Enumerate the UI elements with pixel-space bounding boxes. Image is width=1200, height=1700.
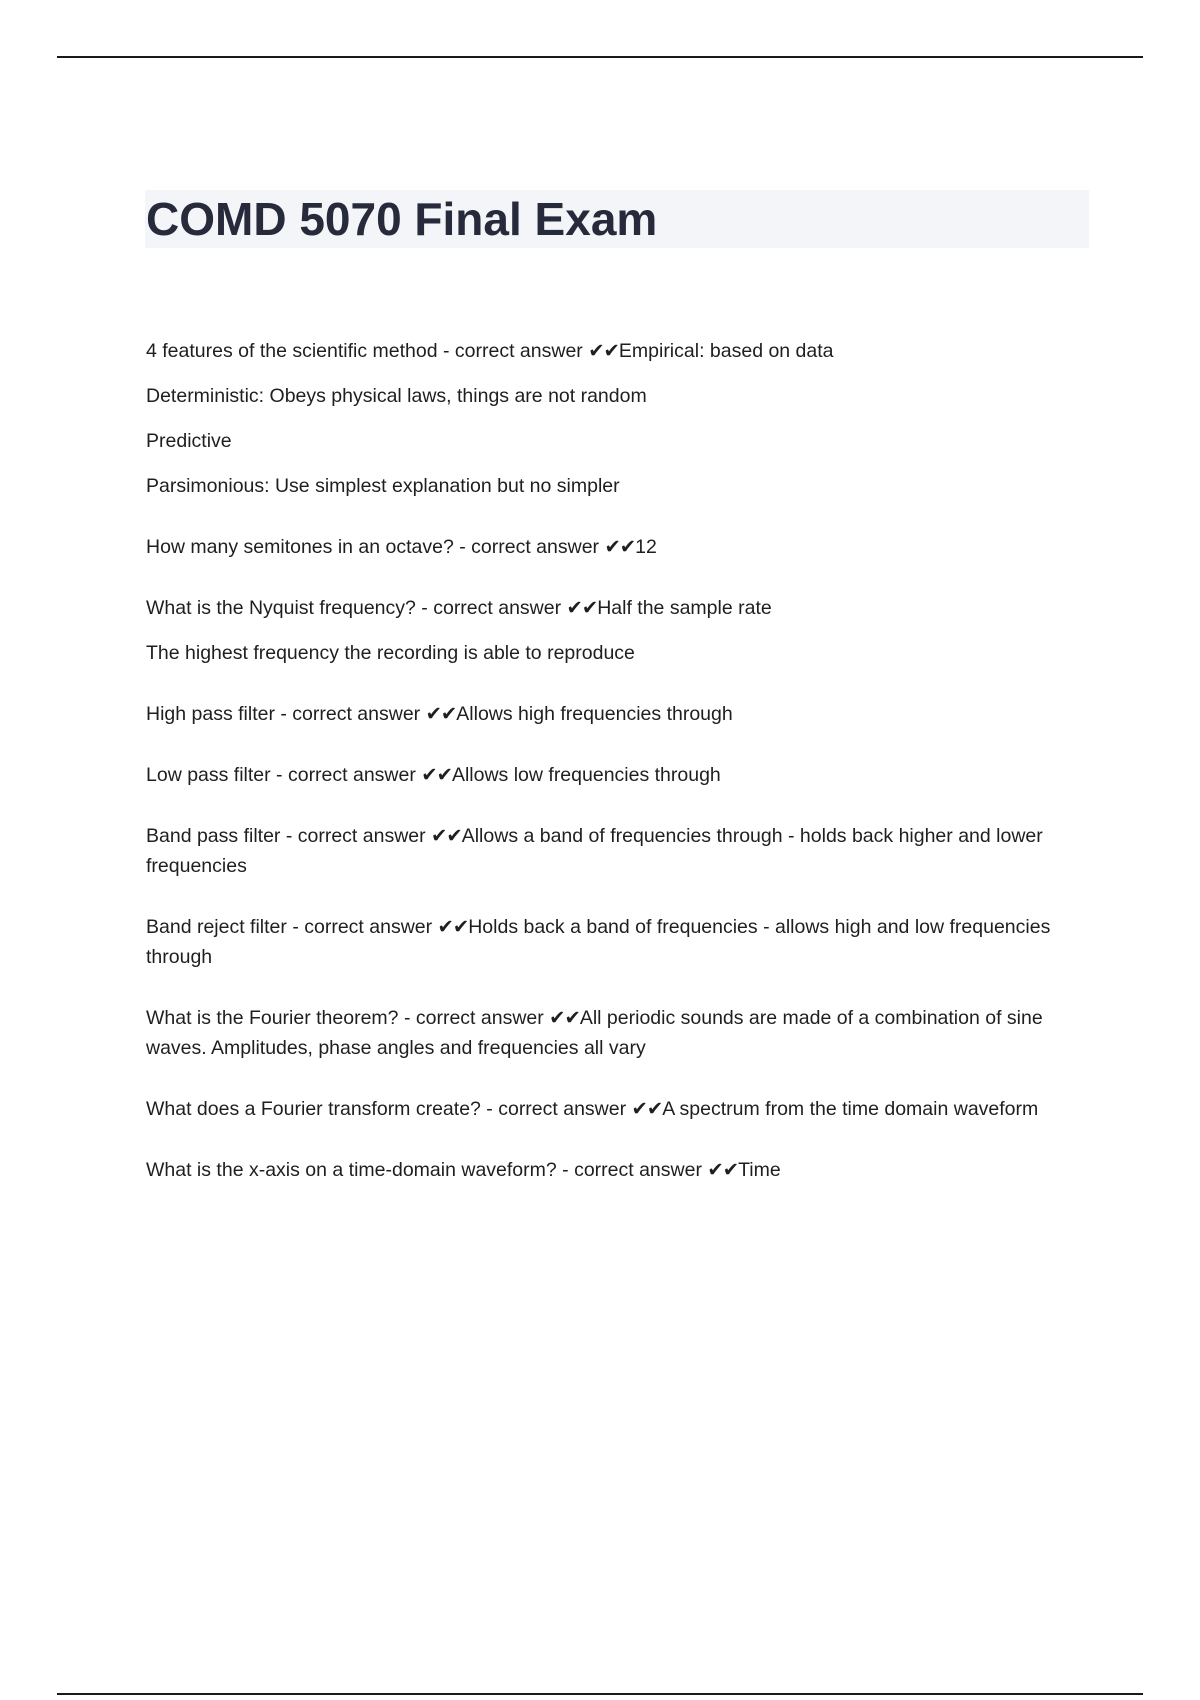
page-title: COMD 5070 Final Exam: [146, 193, 658, 245]
header-rule: [57, 56, 1143, 58]
question-text: Band pass filter: [146, 825, 281, 847]
qa-item: [146, 593, 1091, 668]
qa-item: [146, 336, 1091, 501]
checkmark-icon: ✔✔: [425, 703, 457, 725]
qa-line: [146, 760, 1091, 790]
qa-list: [146, 336, 1091, 1216]
checkmark-icon: ✔✔: [549, 1007, 580, 1029]
answer-text: Allows low frequencies through: [451, 764, 721, 786]
answer-continuation: The highest frequency the recording is able to reproduce: [146, 642, 635, 664]
footer-rule: [57, 1693, 1143, 1695]
correct-answer-label: - correct answer: [280, 825, 432, 847]
answer-text: Empirical: based on data: [618, 340, 834, 362]
qa-item: [146, 912, 1091, 972]
correct-answer-label: - correct answer: [274, 703, 426, 725]
qa-line: [146, 336, 1091, 366]
answer-text: 12: [635, 536, 657, 558]
question-text: 4 features of the scientific method: [146, 340, 438, 362]
answer-text: Holds back a band of frequencies - allows high and low frequencies through: [146, 916, 1051, 968]
checkmark-icon: ✔✔: [631, 1098, 663, 1120]
answer-text: Time: [738, 1159, 781, 1181]
answer-continuation: Parsimonious: Use simplest explanation but no simpler: [146, 475, 620, 497]
checkmark-icon: ✔✔: [566, 597, 598, 619]
qa-item: [146, 1094, 1091, 1124]
qa-item: [146, 532, 1091, 562]
qa-line: [146, 1155, 1091, 1185]
qa-line: [146, 699, 1091, 729]
question-text: What is the x-axis on a time-domain waveform?: [146, 1159, 557, 1181]
question-text: What does a Fourier transform create?: [146, 1098, 481, 1120]
question-text: What is the Nyquist frequency?: [146, 597, 416, 619]
question-text: What is the Fourier theorem?: [146, 1007, 399, 1029]
correct-answer-label: - correct answer: [270, 764, 422, 786]
question-text: How many semitones in an octave?: [146, 536, 454, 558]
qa-item: [146, 1155, 1091, 1185]
qa-line: [146, 1003, 1091, 1063]
question-text: Band reject filter: [146, 916, 287, 938]
checkmark-icon: ✔✔: [421, 764, 452, 786]
qa-item: [146, 1003, 1091, 1063]
answer-text: Allows high frequencies through: [456, 703, 733, 725]
correct-answer-label: - correct answer: [437, 340, 589, 362]
question-text: High pass filter: [146, 703, 275, 725]
question-text: Low pass filter: [146, 764, 271, 786]
correct-answer-label: - correct answer: [286, 916, 438, 938]
correct-answer-label: - correct answer: [398, 1007, 550, 1029]
answer-text: Allows a band of frequencies through - holds back higher and lower frequencies: [146, 825, 1043, 877]
correct-answer-label: - correct answer: [453, 536, 605, 558]
answer-text: All periodic sounds are made of a combination of sine waves. Amplitudes, phase angles and frequencies all vary: [146, 1007, 1043, 1059]
checkmark-icon: ✔✔: [588, 340, 619, 362]
answer-text: A spectrum from the time domain waveform: [662, 1098, 1039, 1120]
checkmark-icon: ✔✔: [431, 825, 462, 847]
correct-answer-label: - correct answer: [480, 1098, 632, 1120]
qa-line: [146, 1094, 1091, 1124]
qa-line: [146, 821, 1091, 881]
checkmark-icon: ✔✔: [604, 536, 636, 558]
checkmark-icon: ✔✔: [707, 1159, 739, 1181]
qa-item: [146, 821, 1091, 881]
answer-continuation: Deterministic: Obeys physical laws, things are not random: [146, 385, 647, 407]
qa-item: [146, 760, 1091, 790]
qa-line: [146, 532, 1091, 562]
answer-text: Half the sample rate: [597, 597, 772, 619]
qa-line: [146, 593, 1091, 623]
correct-answer-label: - correct answer: [415, 597, 567, 619]
qa-item: [146, 699, 1091, 729]
correct-answer-label: - correct answer: [556, 1159, 708, 1181]
qa-line: [146, 912, 1091, 972]
checkmark-icon: ✔✔: [437, 916, 469, 938]
answer-continuation: Predictive: [146, 430, 232, 452]
